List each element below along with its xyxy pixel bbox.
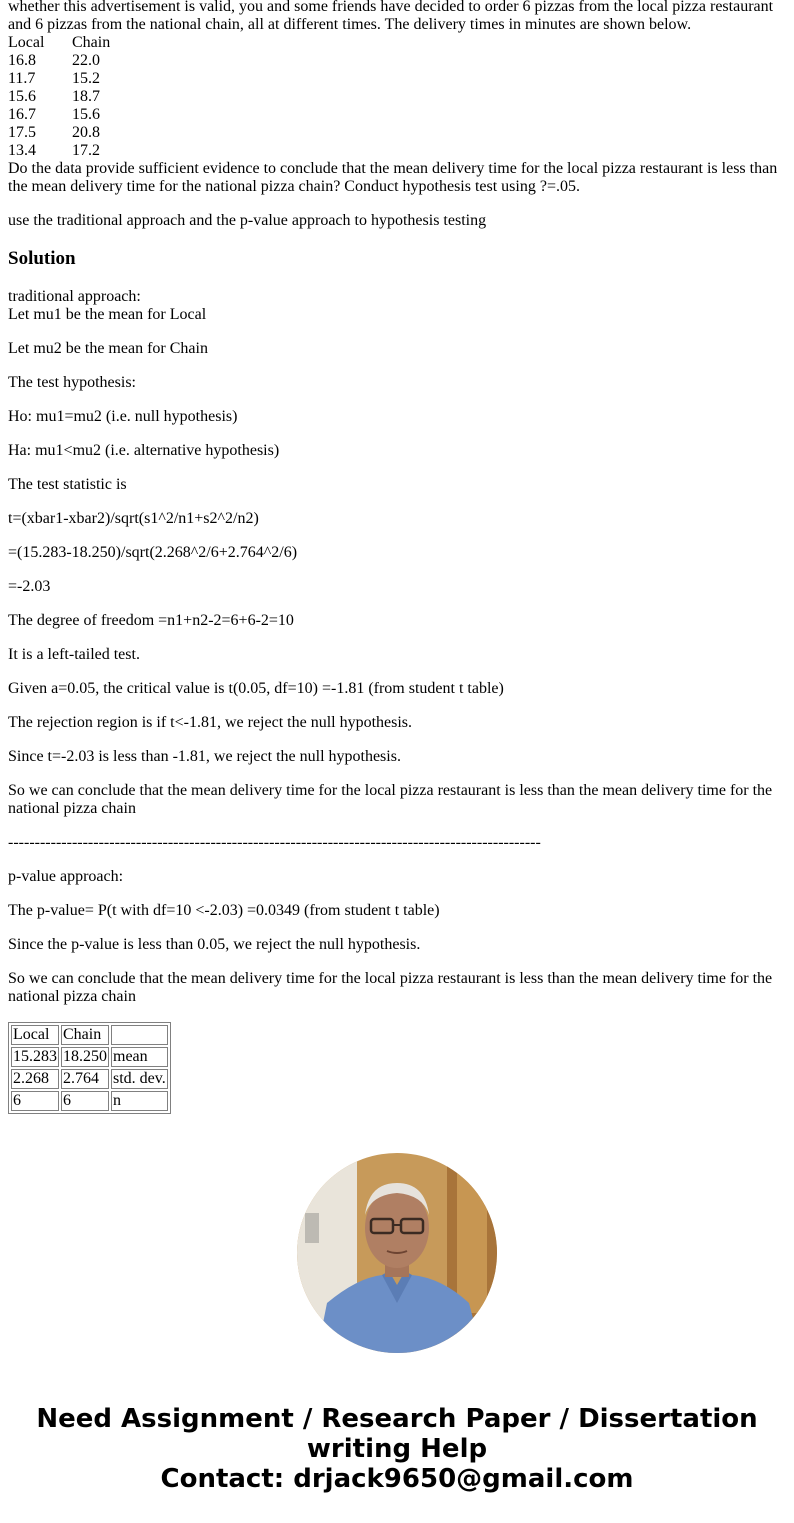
chain-value: 15.2 bbox=[72, 70, 100, 87]
question-prompt bbox=[8, 160, 786, 196]
table-cell bbox=[111, 1025, 168, 1045]
table-cell: n bbox=[111, 1091, 168, 1111]
question-text bbox=[8, 0, 786, 34]
solution-step: =-2.03 bbox=[8, 578, 51, 595]
chain-value: 22.0 bbox=[72, 52, 100, 69]
delivery-times-row bbox=[8, 106, 786, 124]
pvalue-approach-label: p-value approach: bbox=[8, 868, 124, 885]
delivery-times-row bbox=[8, 88, 786, 106]
summary-statistics-table bbox=[8, 1022, 171, 1114]
delivery-times-row bbox=[8, 52, 786, 70]
solution-step: The test hypothesis: bbox=[8, 374, 136, 391]
solution-body bbox=[8, 288, 786, 1114]
solution-step: The rejection region is if t<-1.81, we reject the null hypothesis. bbox=[8, 714, 413, 731]
traditional-approach-label: traditional approach: bbox=[8, 288, 141, 305]
solution-step: The degree of freedom =n1+n2-2=6+6-2=10 bbox=[8, 612, 294, 629]
question-intro-line: whether this advertisement is valid, you and some friends have decided to order 6 pizzas from the local pizza restaurant bbox=[8, 0, 774, 15]
solution-step: =(15.283-18.250)/sqrt(2.268^2/6+2.764^2/6) bbox=[8, 544, 298, 561]
solution-step: Let mu1 be the mean for Local bbox=[8, 306, 207, 323]
table-cell: mean bbox=[111, 1047, 168, 1067]
section-divider: ---------------------------------------------------------------------------------------------------- bbox=[8, 834, 541, 851]
tutor-avatar bbox=[297, 1153, 497, 1353]
local-value: 16.8 bbox=[8, 52, 36, 69]
chain-value: 20.8 bbox=[72, 124, 100, 141]
local-value: 16.7 bbox=[8, 106, 36, 123]
table-cell: 6 bbox=[11, 1091, 59, 1111]
chain-value: 18.7 bbox=[72, 88, 100, 105]
solution-step: Since the p-value is less than 0.05, we reject the null hypothesis. bbox=[8, 936, 421, 953]
question-prompt-line: the mean delivery time for the national pizza chain? Conduct hypothesis test using ?=.05. bbox=[8, 178, 580, 195]
promo-banner bbox=[0, 1404, 794, 1494]
table-cell: 2.764 bbox=[61, 1069, 109, 1089]
header-chain: Chain bbox=[72, 34, 111, 51]
avatar-photo bbox=[297, 1153, 497, 1353]
banner-contact: Contact: drjack9650@gmail.com bbox=[160, 1464, 634, 1494]
table-cell: Local bbox=[11, 1025, 59, 1045]
banner-line: writing Help bbox=[306, 1434, 488, 1464]
conclusion-line: So we can conclude that the mean delivery time for the local pizza restaurant is less than the mean delivery time for the bbox=[8, 970, 773, 987]
delivery-times-header bbox=[8, 34, 786, 52]
question-instruction: use the traditional approach and the p-value approach to hypothesis testing bbox=[8, 212, 487, 229]
table-cell: 15.283 bbox=[13, 1048, 57, 1065]
solution-step: Given a=0.05, the critical value is t(0.05, df=10) =-1.81 (from student t table) bbox=[8, 680, 504, 697]
local-value: 17.5 bbox=[8, 124, 36, 141]
conclusion-traditional bbox=[8, 782, 786, 818]
table-cell: 2.268 bbox=[11, 1069, 59, 1089]
solution-step: Ho: mu1=mu2 (i.e. null hypothesis) bbox=[8, 408, 238, 425]
question-prompt-line: Do the data provide sufficient evidence to conclude that the mean delivery time for the local pizza restaurant is less than bbox=[8, 160, 778, 177]
solution-step: It is a left-tailed test. bbox=[8, 646, 140, 663]
question-intro-line: and 6 pizzas from the national chain, all at different times. The delivery times in minutes are shown below. bbox=[8, 16, 692, 33]
solution-step: The test statistic is bbox=[8, 476, 127, 493]
table-cell: 18.250 bbox=[63, 1048, 107, 1065]
conclusion-line: national pizza chain bbox=[8, 988, 136, 1005]
chain-value: 17.2 bbox=[72, 142, 100, 159]
delivery-times-row bbox=[8, 142, 786, 160]
solution-step: The p-value= P(t with df=10 <-2.03) =0.0349 (from student t table) bbox=[8, 902, 440, 919]
conclusion-pvalue bbox=[8, 970, 786, 1006]
solution-heading: Solution bbox=[8, 248, 76, 269]
header-local: Local bbox=[8, 34, 45, 51]
solution-step: Let mu2 be the mean for Chain bbox=[8, 340, 208, 357]
table-cell: 6 bbox=[61, 1091, 109, 1111]
local-value: 15.6 bbox=[8, 88, 36, 105]
delivery-times-table bbox=[8, 34, 786, 160]
banner-line: Need Assignment / Research Paper / Dissertation bbox=[36, 1404, 758, 1434]
table-row bbox=[11, 1091, 168, 1111]
conclusion-line: national pizza chain bbox=[8, 800, 136, 817]
solution-step: Since t=-2.03 is less than -1.81, we reject the null hypothesis. bbox=[8, 748, 401, 765]
table-cell: Chain bbox=[61, 1025, 109, 1045]
conclusion-line: So we can conclude that the mean delivery time for the local pizza restaurant is less than the mean delivery time for the bbox=[8, 782, 773, 799]
table-row bbox=[11, 1025, 168, 1045]
table-cell: std. dev. bbox=[113, 1070, 166, 1087]
solution-step: Ha: mu1<mu2 (i.e. alternative hypothesis) bbox=[8, 442, 280, 459]
solution-step: t=(xbar1-xbar2)/sqrt(s1^2/n1+s2^2/n2) bbox=[8, 510, 259, 527]
chain-value: 15.6 bbox=[72, 106, 100, 123]
table-row bbox=[11, 1069, 168, 1089]
local-value: 13.4 bbox=[8, 142, 36, 159]
local-value: 11.7 bbox=[8, 70, 36, 87]
document bbox=[8, 0, 786, 1114]
delivery-times-row bbox=[8, 124, 786, 142]
table-row bbox=[11, 1047, 168, 1067]
delivery-times-row bbox=[8, 70, 786, 88]
